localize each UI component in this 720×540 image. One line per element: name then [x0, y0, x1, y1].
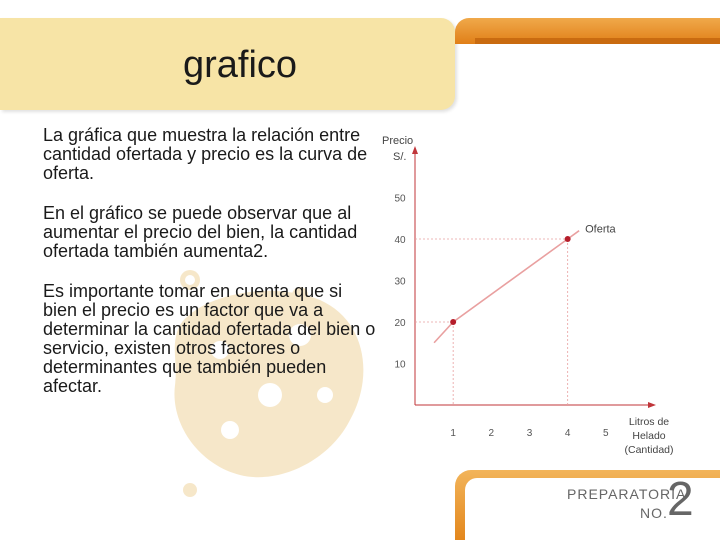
body-text — [43, 126, 378, 417]
data-point — [450, 319, 456, 325]
series-label: Oferta — [585, 223, 616, 236]
data-point — [565, 236, 571, 242]
y-axis-label: Precio — [382, 135, 414, 147]
top-accent-band-inner — [475, 38, 720, 44]
supply-curve-line — [434, 231, 579, 343]
page-title: grafico — [182, 44, 298, 86]
footer-label-no: NO. — [640, 505, 668, 521]
x-tick-label: 5 — [603, 428, 609, 439]
y-tick-label: 40 — [394, 235, 406, 246]
x-axis-label-line: Helado — [632, 430, 666, 442]
y-tick-label: 10 — [394, 359, 406, 371]
x-tick-label: 3 — [526, 428, 533, 439]
paragraph-3: Es importante tomar en cuenta que si bien el precio es un factor que va a determinar la cantidad ofertada del bien o servicio, existen otros factores o determinantes que también pueden afectar. — [43, 281, 376, 396]
footer-number: 2 — [667, 473, 694, 526]
x-axis-label-line: Litros de — [628, 416, 670, 428]
paragraph-1: La gráfica que muestra la relación entre cantidad ofertada y precio es la curva de oferta. — [43, 125, 368, 183]
y-axis-unit: S/. — [393, 151, 407, 163]
x-axis-arrow — [648, 402, 656, 408]
y-tick-label: 50 — [394, 193, 406, 205]
paragraph-2: En el gráfico se puede observar que al aumentar el precio del bien, la cantidad ofertada también aumenta2. — [43, 203, 358, 261]
footer-label-preparatoria: PREPARATORIA — [567, 486, 687, 502]
y-tick-label: 20 — [394, 318, 406, 329]
y-axis-arrow — [412, 146, 418, 154]
supply-curve-chart — [380, 128, 690, 468]
y-tick-label: 30 — [394, 276, 406, 288]
x-tick-label: 1 — [450, 428, 456, 439]
x-tick-label: 4 — [564, 428, 571, 439]
x-axis-label-line: (Cantidad) — [624, 444, 674, 456]
x-tick-label: 2 — [488, 428, 495, 439]
